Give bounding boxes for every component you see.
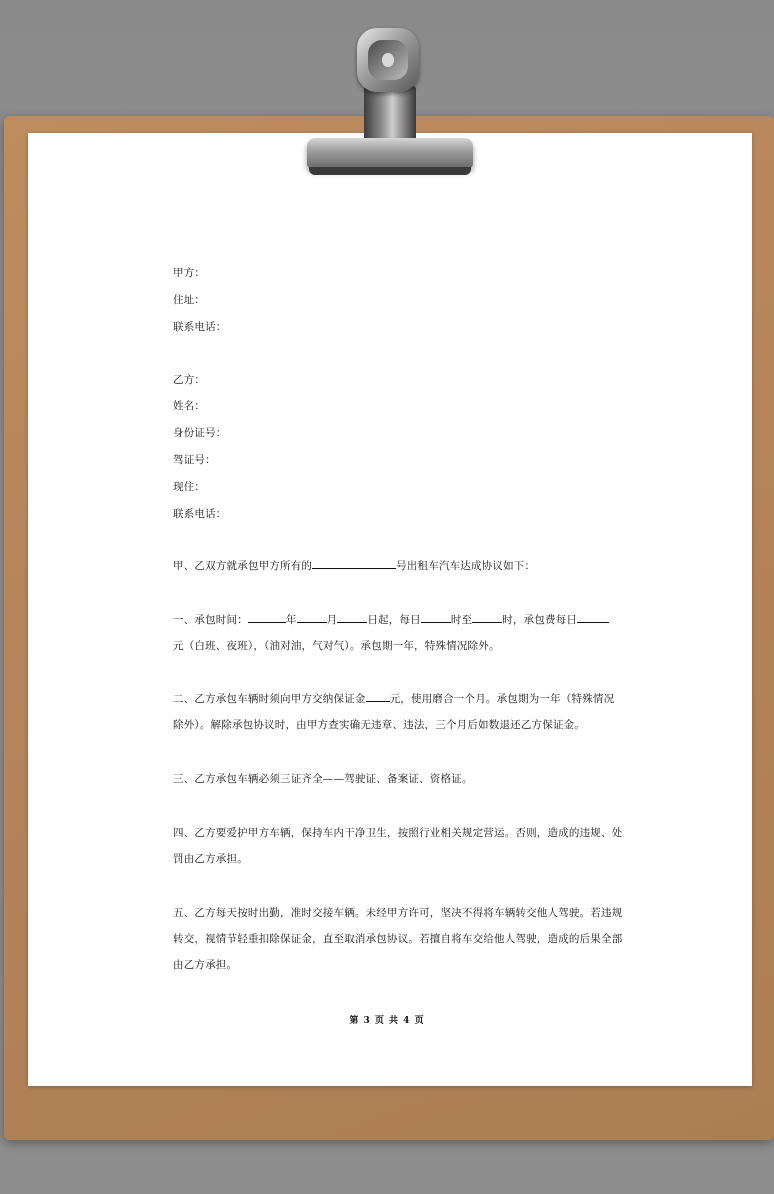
party-a-label: 甲方： (173, 267, 206, 279)
clause2-text-2: 元，使用磨合一个月。承包期为一年（特殊情况 (389, 693, 615, 705)
blank-end-hour (472, 612, 502, 623)
party-b-current: 现住： (173, 481, 206, 493)
blank-deposit (366, 691, 390, 702)
clause5-line3: 由乙方承担。 (173, 959, 238, 971)
intro-after: 号出租车汽车达成协议如下： (396, 560, 536, 572)
party-b-license: 驾证号： (173, 454, 216, 466)
clause4-line2: 罚由乙方承担。 (173, 853, 248, 865)
clause1-text-6: 时，承包费每日 (502, 614, 578, 626)
party-b-name: 姓名： (173, 400, 206, 412)
party-b-phone: 联系电话： (173, 508, 227, 520)
party-b-label: 乙方： (173, 374, 206, 386)
clause5-line2: 转交，视情节轻重扣除保证金，直至取消承包协议。若擅自将车交给他人驾驶，造成的后果全部 (173, 933, 623, 945)
clause1-text-2: 年 (285, 614, 297, 626)
intro-paragraph (173, 558, 535, 573)
clause1-text-3: 月 (326, 614, 338, 626)
clause1-text-5: 时至 (450, 614, 473, 626)
clause1-line2: 元（白班、夜班），（油对油，气对气）。承包期一年，特殊情况除外。 (173, 640, 500, 652)
page-footer: 第 3 页 共 4 页 (349, 1016, 425, 1026)
clause3-line1: 三、乙方承包车辆必须三证齐全——驾驶证、备案证、资格证。 (173, 773, 473, 785)
plate-number-blank (312, 558, 396, 569)
intro-before: 甲、乙双方就承包甲方所有的 (173, 560, 313, 572)
party-b-id: 身份证号： (173, 427, 227, 439)
party-a-phone: 联系电话： (173, 321, 227, 333)
clause2-line1 (173, 691, 614, 706)
blank-start-hour (421, 612, 451, 623)
clause1-line1 (173, 612, 609, 627)
clause1-text-1: 一、承包时间： (173, 614, 248, 626)
clause5-line1: 五、乙方每天按时出勤，准时交接车辆。未经甲方许可，坚决不得将车辆转交他人驾驶。若违规 (173, 907, 623, 919)
blank-fee (577, 612, 609, 623)
blank-day (337, 612, 367, 623)
clause4-line1: 四、乙方要爱护甲方车辆，保持车内干净卫生，按照行业相关规定营运。否则，造成的违规、处 (173, 827, 623, 839)
watermark (92, 450, 126, 488)
blank-year (248, 612, 286, 623)
party-a-address: 住址： (173, 294, 206, 306)
clause1-text-4: 日起，每日 (367, 614, 421, 626)
binder-clip-icon (300, 26, 480, 176)
clause2-line2: 除外）。解除承包协议时，由甲方查实确无违章、违法，三个月后如数退还乙方保证金。 (173, 719, 586, 731)
clause2-text-1: 二、乙方承包车辆时须向甲方交纳保证金 (173, 693, 366, 705)
blank-month (297, 612, 327, 623)
